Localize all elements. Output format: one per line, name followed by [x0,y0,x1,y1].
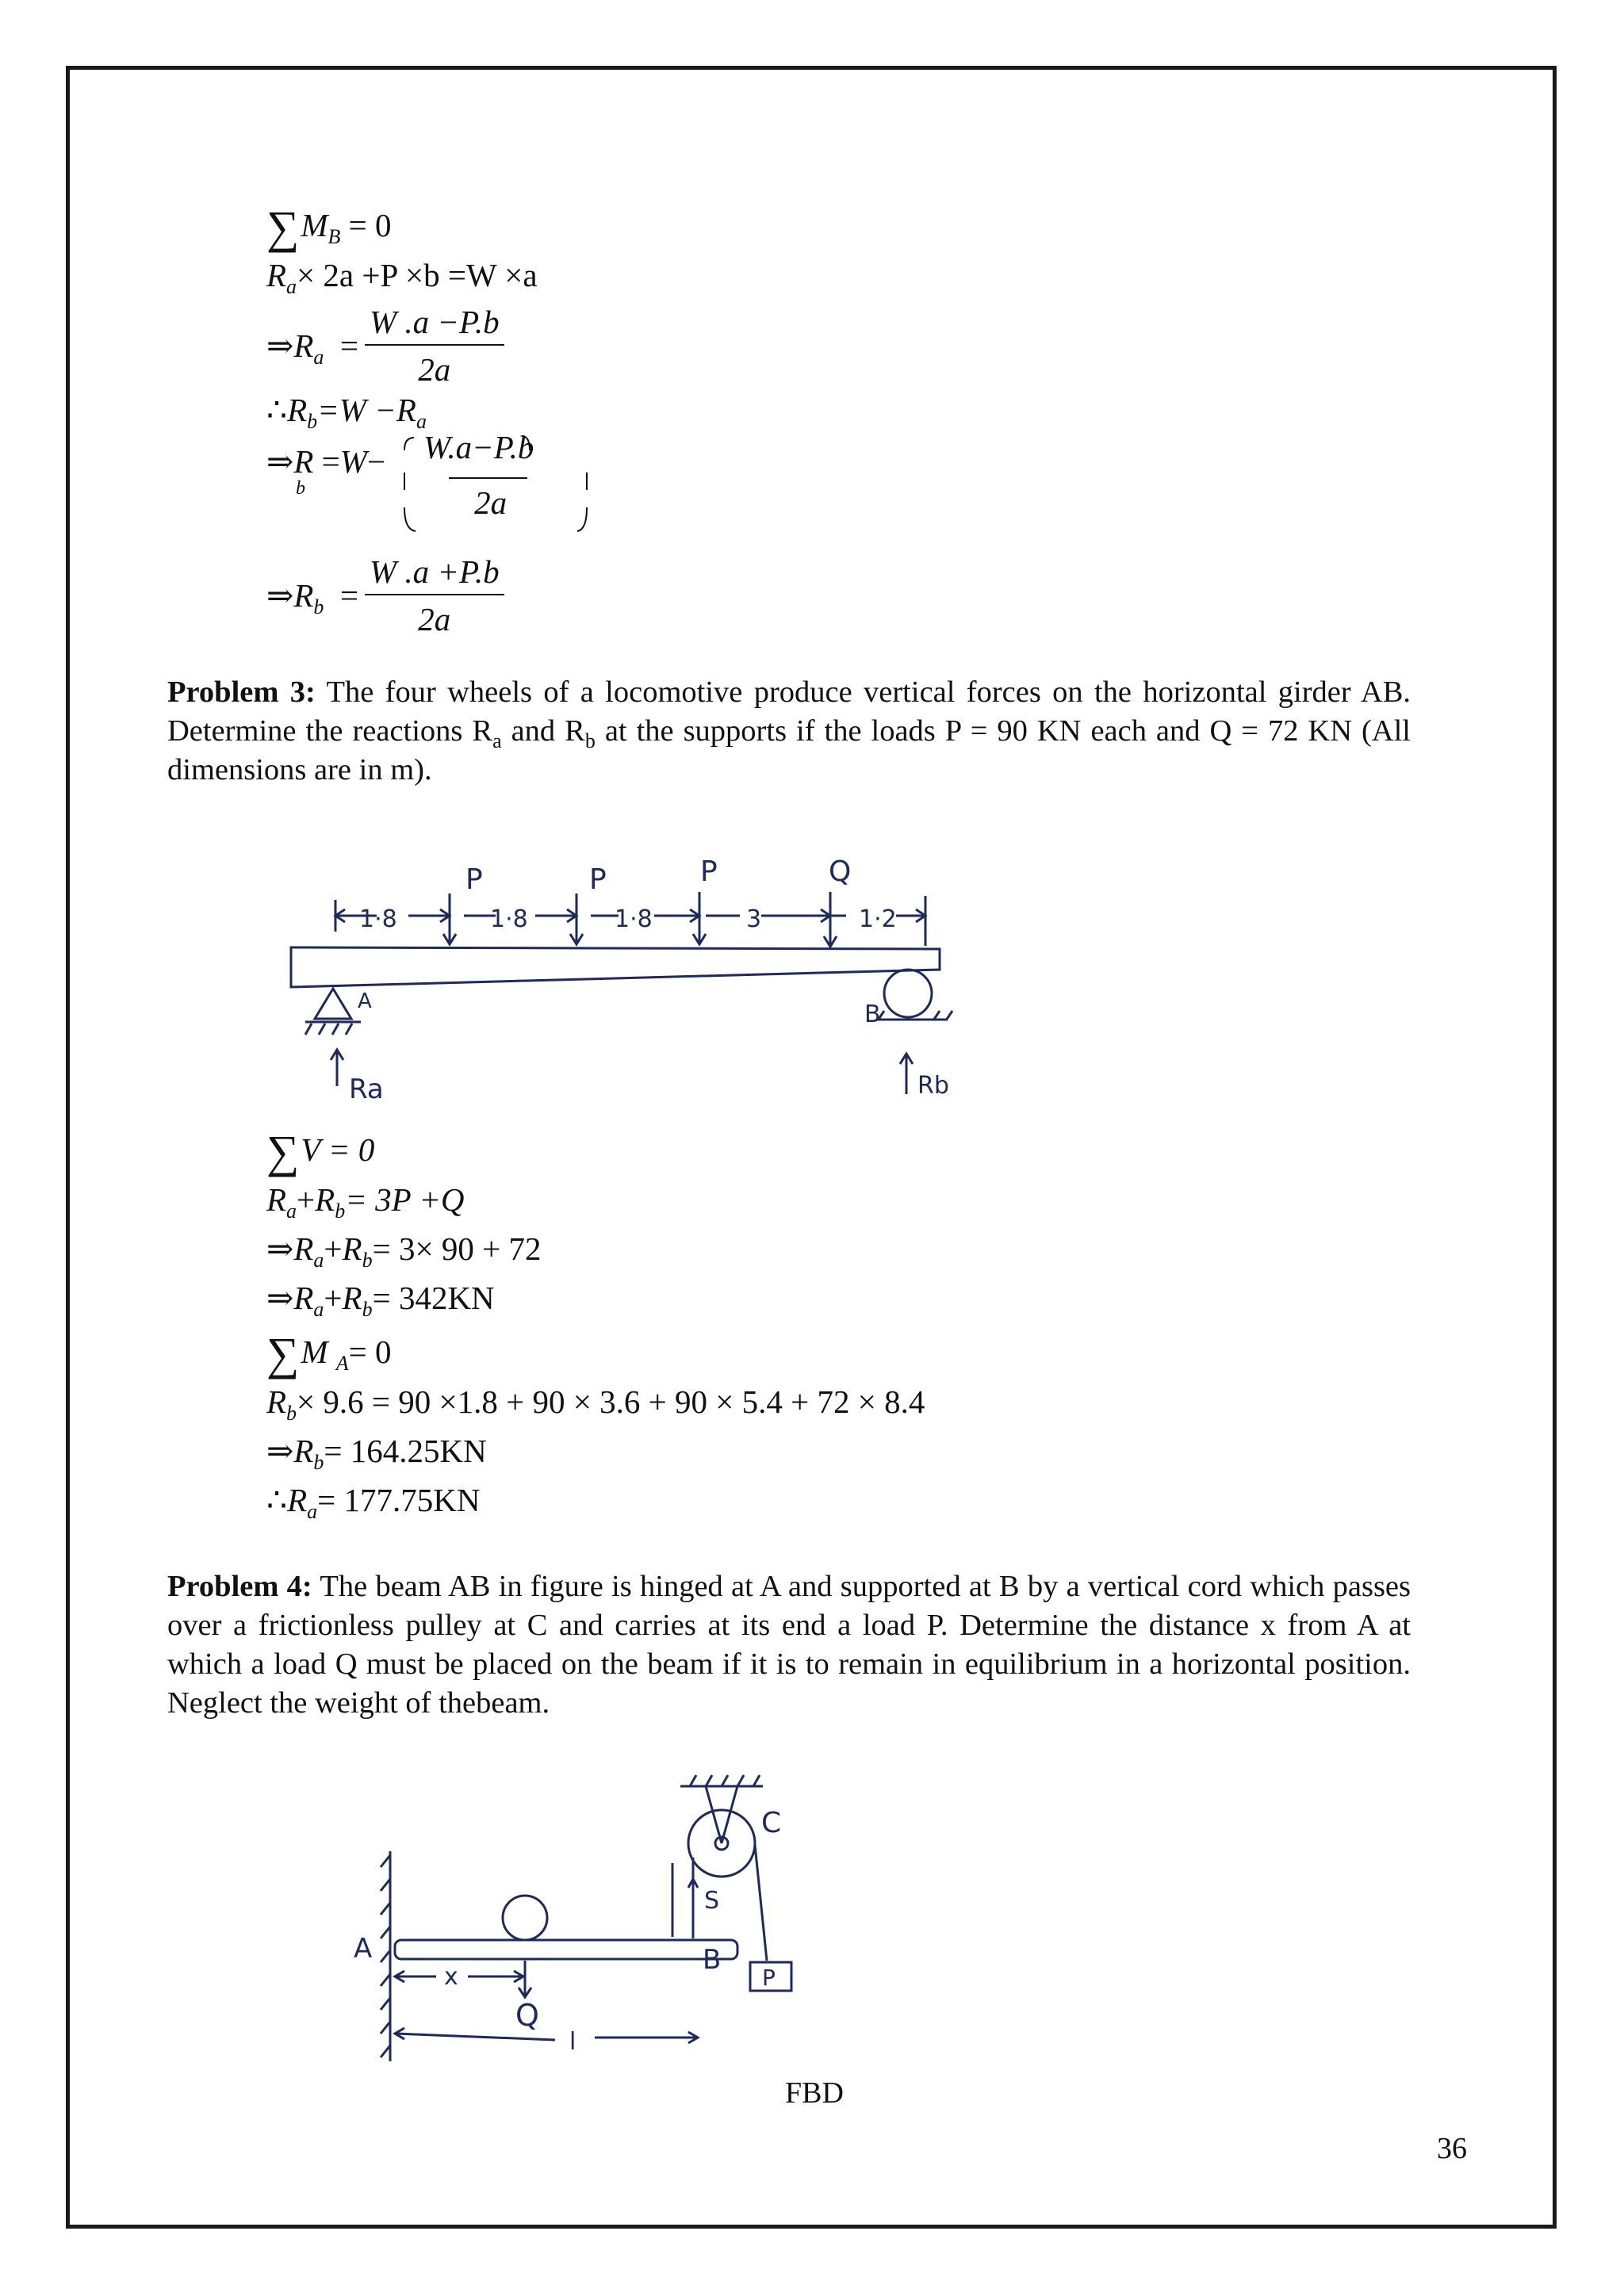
label-s: S [704,1887,720,1915]
reaction-label-rb: Rb [917,1072,949,1100]
dim-label-4: 3 [746,905,762,933]
eq-rb-fraction: $\frac{W .a +P.b}{2a}$ [365,553,504,638]
support-label-a: A [358,989,372,1013]
eq-ra-fraction: $\frac{W .a -P.b}{2a}$ [365,303,504,388]
load-label-p1: P [465,863,483,896]
support-label-b: B [864,1001,881,1028]
reaction-label-ra: Ra [349,1073,384,1105]
eq-rb-subst: ⇒R =W− [266,443,386,480]
dim-label-2: 1·8 [490,905,528,933]
problem-4-statement: Problem 4: The beam AB in figure is hinged at A and supported at B by a vertical cord which passes over a frictionless pulley at C and carries at its end a load P. Determine the distance x from A at which a load Q must be placed on the beam if it is to remain in equilibrium in a horizontal position. Neglect the weight of thebeam. [167,1570,1411,1720]
eq-vertical-balance: $R_a+R_b= 3P +Q$ [266,1181,465,1223]
label-q: Q [515,1998,539,2033]
load-q [503,1896,547,1940]
roller-support-b [884,970,932,1017]
eq-rb-result: $\Rightarrow R_b= 164.25KN$ [266,1433,487,1474]
eq-rb-brackets [396,428,595,543]
eq-moment-balance: $R_a\times 2a +P \times b =W \times a$ [266,257,538,298]
eq-rb-inner-fraction: W.a−P.b 2a [423,429,534,521]
eq-rb-def: $\therefore R_b=W -R_a$ [266,392,427,433]
eq-moment-about-a: $R_b\times 9.6 = 90 \times 1.8 + 90 \times 3.6 + 90 \times 5.4 + 72 \times 8.4$ [266,1383,925,1425]
problem-3-statement: Problem 3: The four wheels of a locomotive produce vertical forces on the horizontal girder AB. Determine the reactions $R_a$ and $R_b$ at the supports if the loads P = 90 KN each and Q = 72 KN (All dimensions are in m). [167,675,1411,786]
eq-sum-ma: ∑M $_A$= 0 [266,1328,392,1380]
dim-label-1: 1·8 [359,905,397,933]
label-a: A [354,1933,373,1965]
label-x: x [444,1963,458,1991]
pin-support-a [315,989,351,1019]
girder-beam [291,947,940,987]
eq-vertical-values: $\Rightarrow R_a+R_b= 3\times 90 + 72$ [266,1230,542,1272]
eq-vertical-total: $\Rightarrow R_a+R_b= 342KN$ [266,1280,495,1321]
pulley-beam-figure [349,1764,841,2081]
eq-sum-mb: $\sum M_B = 0$ [266,201,392,253]
load-label-p3: P [700,855,718,888]
cord-to-p [755,1845,767,1961]
page-number: 36 [1437,2132,1467,2165]
eq-rb-subst-sub: b [296,478,305,499]
label-p: P [762,1965,776,1991]
dim-label-5: 1·2 [859,905,897,933]
beam-ab [395,1940,737,1959]
label-b: B [703,1944,722,1976]
load-label-q: Q [829,855,852,888]
eq-ra-result: $\therefore R_a= 177.75KN$ [266,1482,481,1523]
eq-sum-v: ∑V = 0 [266,1126,375,1177]
label-l: l [569,2028,576,2056]
girder-figure [282,852,956,1122]
label-c: C [761,1807,782,1839]
load-label-p2: P [589,863,607,896]
eq-ra-lhs: $\Rightarrow R_a$ = [266,327,359,369]
figure-caption: FBD [785,2076,844,2110]
eq-rb-lhs: $\Rightarrow R_b$ = [266,577,359,618]
dim-label-3: 1·8 [615,905,653,933]
